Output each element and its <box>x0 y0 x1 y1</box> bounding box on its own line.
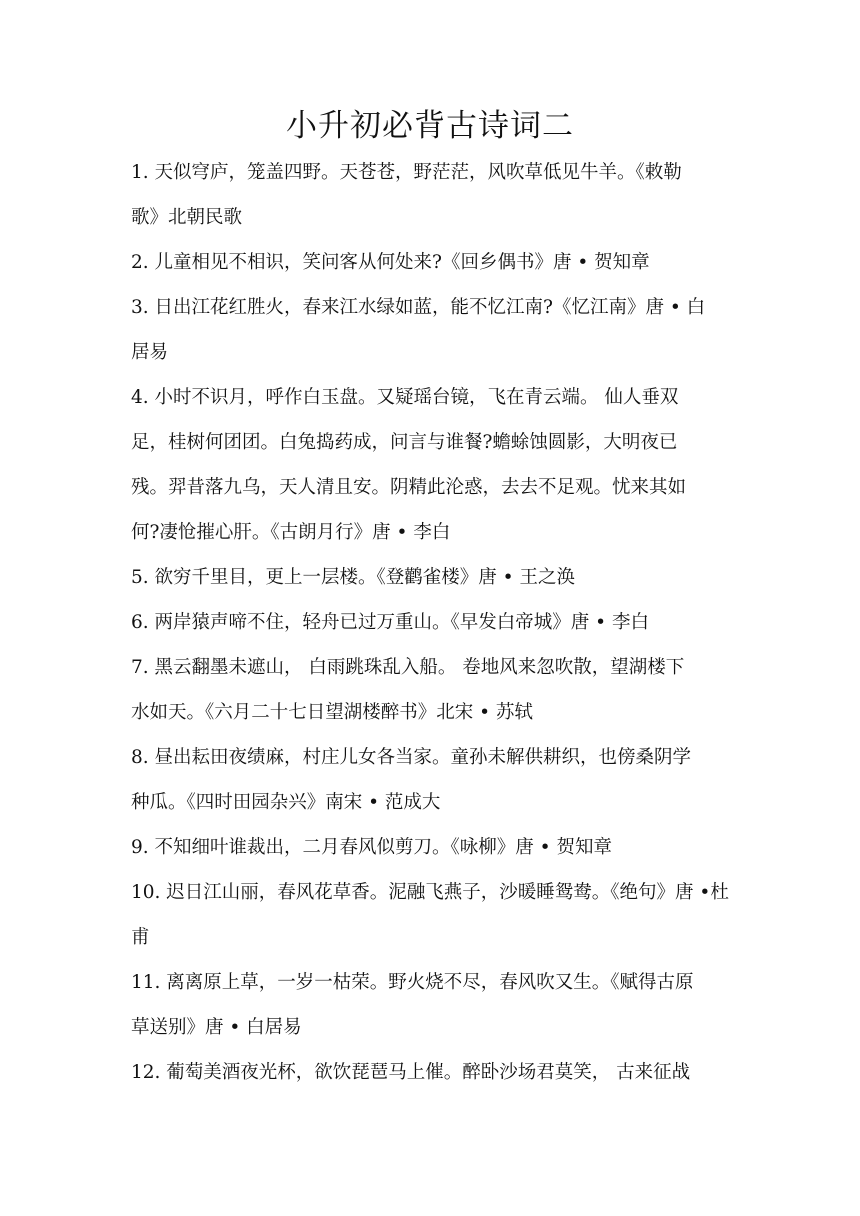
poem-line: 2. 儿童相见不相识，笑问客从何处来?《回乡偶书》唐 • 贺知章 <box>131 252 650 273</box>
poem-line: 6. 两岸猿声啼不住，轻舟已过万重山。《早发白帝城》唐 • 李白 <box>131 612 649 633</box>
poem-line: 7. 黑云翻墨未遮山， 白雨跳珠乱入船。 卷地风来忽吹散，望湖楼下 <box>131 657 685 678</box>
poem-line: 12. 葡萄美酒夜光杯，欲饮琵琶马上催。醉卧沙场君莫笑， 古来征战 <box>131 1062 691 1083</box>
poem-line: 8. 昼出耘田夜绩麻，村庄儿女各当家。童孙未解供耕织，也傍桑阴学 <box>131 747 692 768</box>
poem-6 <box>131 600 731 645</box>
poem-line: 10. 迟日江山丽，春风花草香。泥融飞燕子，沙暖睡鸳鸯。《绝句》唐 •杜 <box>131 882 729 903</box>
poem-11 <box>131 960 731 1050</box>
poem-line: 足，桂树何团团。白兔捣药成，问言与谁餐?蟾蜍蚀圆影，大明夜已 <box>131 432 678 453</box>
page-title: 小升初必背古诗词二 <box>286 108 574 144</box>
poem-line: 草送别》唐 • 白居易 <box>131 1017 302 1038</box>
poem-1 <box>131 150 731 240</box>
poem-7 <box>131 645 731 735</box>
poem-list <box>131 150 731 1095</box>
poem-line: 1. 天似穹庐，笼盖四野。天苍苍，野茫茫，风吹草低见牛羊。《敕勒 <box>131 162 682 183</box>
poem-line: 9. 不知细叶谁裁出，二月春风似剪刀。《咏柳》唐 • 贺知章 <box>131 837 612 858</box>
poem-line: 何?凄怆摧心肝。《古朗月行》唐 • 李白 <box>131 522 451 543</box>
poem-line: 水如天。《六月二十七日望湖楼醉书》北宋 • 苏轼 <box>131 702 533 723</box>
poem-line: 歌》北朝民歌 <box>131 207 243 228</box>
poem-4 <box>131 375 731 555</box>
poem-line: 4. 小时不识月，呼作白玉盘。又疑瑶台镜，飞在青云端。 仙人垂双 <box>131 387 679 408</box>
poem-line: 甫 <box>131 927 150 948</box>
poem-line: 11. 离离原上草，一岁一枯荣。野火烧不尽，春风吹又生。《赋得古原 <box>131 972 694 993</box>
poem-9 <box>131 825 731 870</box>
poem-5 <box>131 555 731 600</box>
poem-line: 种瓜。《四时田园杂兴》南宋 • 范成大 <box>131 792 441 813</box>
poem-3 <box>131 285 731 375</box>
poem-line: 3. 日出江花红胜火，春来江水绿如蓝，能不忆江南?《忆江南》唐 • 白 <box>131 297 706 318</box>
poem-10 <box>131 870 731 960</box>
poem-line: 5. 欲穷千里目，更上一层楼。《登鹳雀楼》唐 • 王之涣 <box>131 567 575 588</box>
poem-2 <box>131 240 731 285</box>
poem-line: 居易 <box>131 342 169 363</box>
poem-12 <box>131 1050 731 1095</box>
poem-line: 残。羿昔落九乌，天人清且安。阴精此沦惑，去去不足观。忧来其如 <box>131 477 687 498</box>
poem-8 <box>131 735 731 825</box>
